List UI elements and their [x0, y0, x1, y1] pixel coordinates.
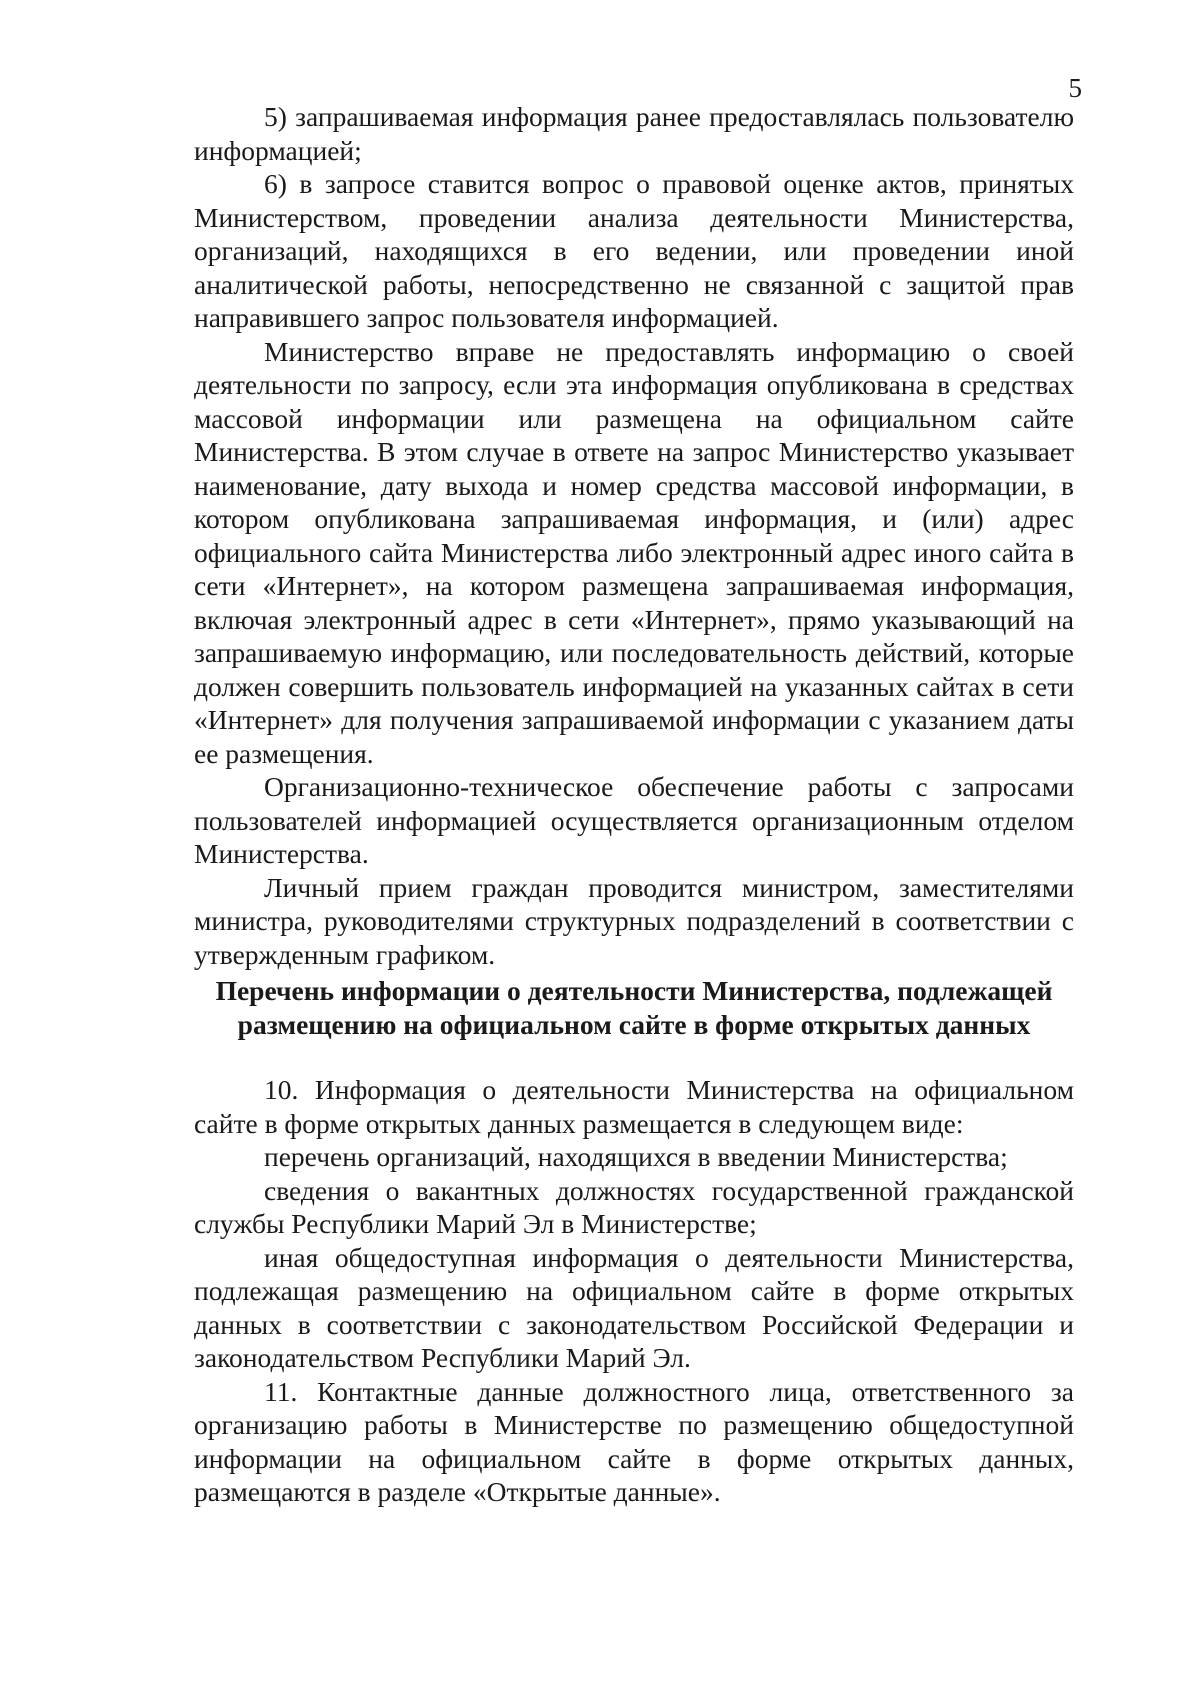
paragraph-item-6: 6) в запросе ставится вопрос о правовой оценке актов, принятых Министерством, проведении анализа деятельности Министерства, организаций, находящихся в его ведении, или проведении иной аналитической работы, непосредственно не связанной с защитой прав направившего запрос пользователя информацией.	[194, 168, 1074, 333]
page-number: 5	[1068, 73, 1082, 103]
paragraph-ministry-right: Министерство вправе не предоставлять информацию о своей деятельности по запросу, если эта информация опубликована в средствах массовой информации или размещена на официальном сайте Министерства. В этом случае в ответе на запрос Министерство указывает наименование, дату выхода и номер средства массовой информации, в котором опубликована запрашиваемая информация, и (или) адрес официального сайта Министерства либо электронный адрес иного сайта в сети «Интернет», на котором размещена запрашиваемая информация, включая электронный адрес в сети «Интернет», прямо указывающий на запрашиваемую информацию, или последовательность действий, которые должен совершить пользователь информацией на указанных сайтах в сети «Интернет» для получения запрашиваемой информации с указанием даты ее размещения.	[194, 335, 1074, 769]
paragraph-organizations-list: перечень организаций, находящихся в введении Министерства;	[264, 1141, 1008, 1172]
paragraph-personal-reception: Личный прием граждан проводится министром, заместителями министра, руководителями структурных подразделений в соответствии с утвержденным графиком.	[194, 871, 1074, 970]
paragraph-organizational-support: Организационно-техническое обеспечение работы с запросами пользователей информацией осуществляется организационным отделом Министерства.	[194, 771, 1074, 869]
paragraph-item-10: 10. Информация о деятельности Министерства на официальном сайте в форме открытых данных размещается в следующем виде:	[194, 1074, 1074, 1139]
body-text-bottom	[194, 1073, 1074, 1509]
paragraph-other-info: иная общедоступная информация о деятельности Министерства, подлежащая размещению на официальном сайте в форме открытых данных в соответствии с законодательством Российской Федерации и законодательством Республики Марий Эл.	[194, 1241, 1074, 1373]
body-text-top	[194, 100, 1074, 971]
paragraph-vacancies: сведения о вакантных должностях государственной гражданской службы Республики Марий Эл в Министерстве;	[194, 1174, 1074, 1239]
section-heading: Перечень информации о деятельности Министерства, подлежащей размещению на официальном сайте в форме открытых данных	[215, 975, 1053, 1040]
paragraph-item-5: 5) запрашиваемая информация ранее предоставлялась пользователю информацией;	[194, 101, 1074, 166]
paragraph-item-11: 11. Контактные данные должностного лица, ответственного за организацию работы в Министерстве по размещению общедоступной информации на официальном сайте в форме открытых данных, размещаются в разделе «Открытые данные».	[194, 1375, 1074, 1507]
